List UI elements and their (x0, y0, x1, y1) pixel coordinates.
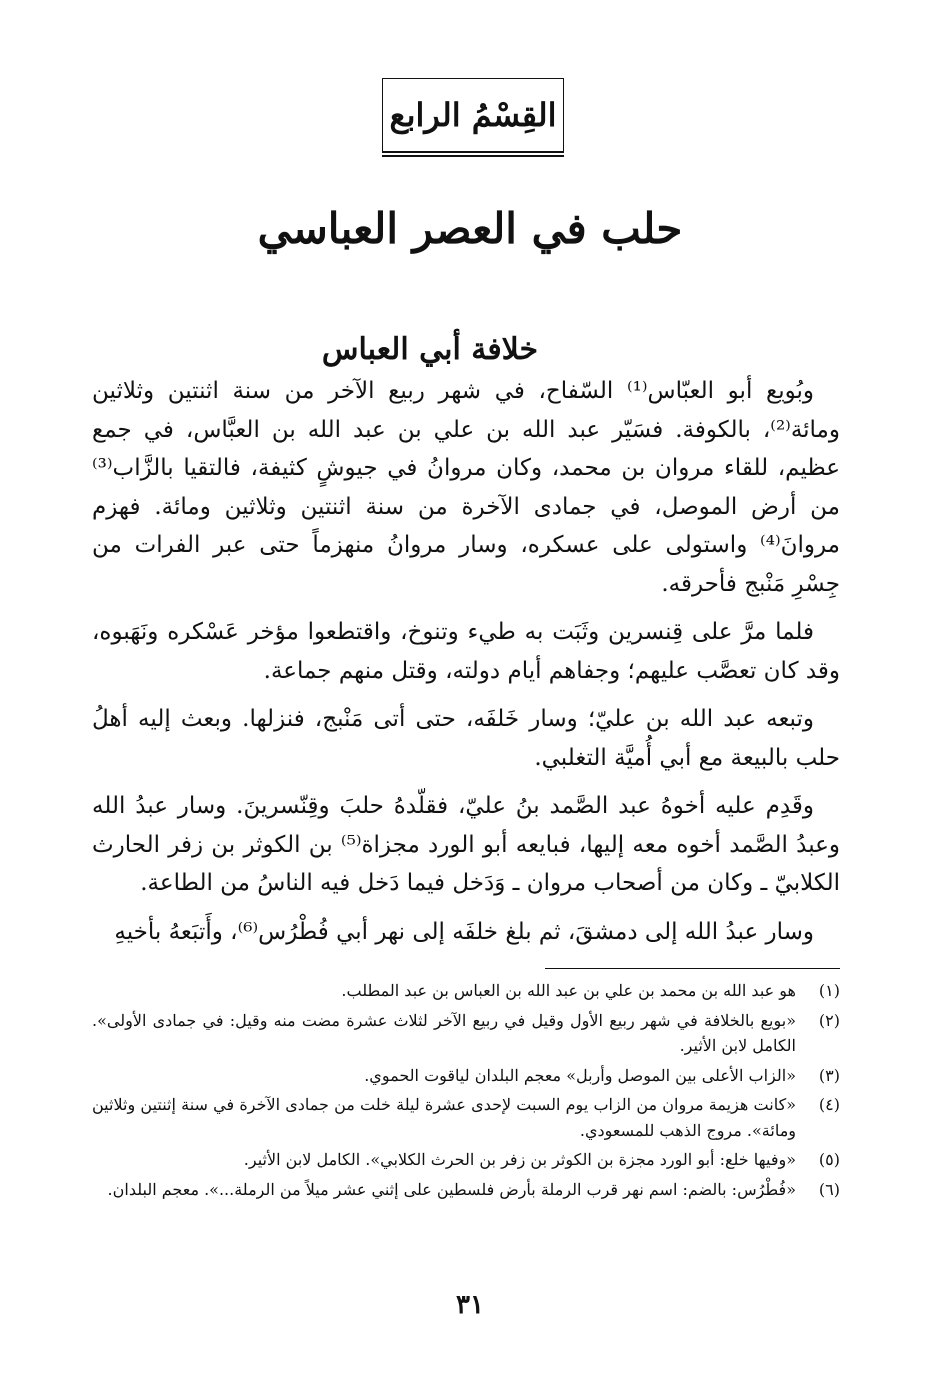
footnote-number: (٤) (818, 1095, 840, 1114)
footnote-number: (٢) (818, 1010, 840, 1030)
footnote (92, 1063, 840, 1089)
footnote-number: (٦) (818, 1179, 840, 1199)
footnote (92, 1177, 840, 1203)
footnotes (92, 978, 840, 1206)
section-title: القِسْمُ الرابع (389, 96, 557, 134)
footnote-text: «الزاب الأعلى بين الموصل وأربل» معجم البلدان لياقوت الحموي. (364, 1065, 796, 1085)
footnote-text: «وفيها خلع: أبو الورد مجزة بن الكوثر بن زفر بن الحرث الكلابي». الكامل لابن الأثير. (243, 1150, 796, 1169)
paragraph: وتبعه عبد الله بن عليّ؛ وسار خَلفَه، حتى أتى مَنْبج، فنزلها. وبعث إليه أهلُ حلب بالبيعة مع أبي أُميَّة التغلبي. (92, 706, 840, 771)
paragraph: وقَدِم عليه أخوهُ عبد الصَّمد بنُ عليّ، فقلّدهُ حلبَ وقِنّسرينَ. وسار عبدُ الله وعبدُ الصَّمد أخوه معه إليها، فبايعه أبو الورد مجزاة⁽⁵⁾ بن الكوثر بن زفر الحارث الكلابيّ ـ وكان من أصحاب مروان ـ وَدَخل فيما دَخل فيه الناسُ من الطاعة. (92, 793, 840, 896)
paragraph: فلما مرَّ على قِنسرين وثَبَت به طيء وتنوخ، واقتطعوا مؤخر عَسْكره ونَهَبوه، وقد كان تعصَّب عليهم؛ وجفاهم أيام دولته، وقتل منهم جماعة. (92, 619, 840, 684)
footnote (92, 1147, 840, 1173)
paragraph: وسار عبدُ الله إلى دمشقَ، ثم بلغ خلفَه إلى نهر أبي فُطْرُس⁽⁶⁾، وأَتبَعهُ بأخيهِ (114, 918, 814, 945)
subheading: خلافة أبي العباس (321, 332, 539, 367)
footnote (92, 978, 840, 1004)
footnote (92, 1092, 840, 1143)
footnote-text: «بويع بالخلافة في شهر ربيع الأول وقيل في ربيع الآخر لثلاث عشرة مضت منه وقيل: في جمادى الأولى». الكامل لابن الأثير. (92, 1010, 796, 1055)
section-underline (382, 151, 564, 153)
footnote-text: «كانت هزيمة مروان من الزاب يوم السبت لإحدى عشرة ليلة خلت من جمادى الآخرة في سنة إثنتين وثلاثين ومائة». مروج الذهب للمسعودي. (92, 1095, 796, 1140)
page-number: ٣١ (456, 1290, 484, 1320)
footnote-text: «فُطْرُس: بالضم: اسم نهر قرب الرملة بأرض فلسطين على إثني عشر ميلاً من الرملة...». معجم البلدان. (107, 1179, 796, 1199)
footnote-number: (٥) (818, 1150, 840, 1169)
footnote-text: هو عبد الله بن محمد بن علي بن عبد الله بن العباس بن عبد المطلب. (341, 981, 796, 1000)
paragraph: وبُويع أبو العبّاس⁽¹⁾ السّفاح، في شهر ربيع الآخر من سنة اثنتين وثلاثين ومائة⁽²⁾، بالكوفة. فسَيّر عبد الله بن علي بن عبد الله بن العبَّاس، في جمع عظيم، للقاء مروان بن محمد، وكان مروانُ في جيوشٍ كثيفة، فالتقيا بالزَّاب⁽³⁾ من أرض الموصل، في جمادى الآخرة من سنة اثنتين وثلاثين ومائة. فهزم مروانَ⁽⁴⁾ واستولى على عسكره، وسار مروانُ منهزماً حتى عبر الفرات من جِسْرِ مَنْبج فأحرقه. (92, 378, 840, 597)
section-title-box (382, 78, 564, 151)
footnote-number: (٣) (818, 1065, 840, 1085)
section-double-underline (382, 155, 564, 157)
chapter-title: حلب في العصر العباسي (257, 204, 683, 253)
footnote (92, 1008, 840, 1059)
footnote-number: (١) (818, 981, 840, 1000)
body-text (92, 372, 840, 961)
footnote-separator (545, 968, 840, 969)
